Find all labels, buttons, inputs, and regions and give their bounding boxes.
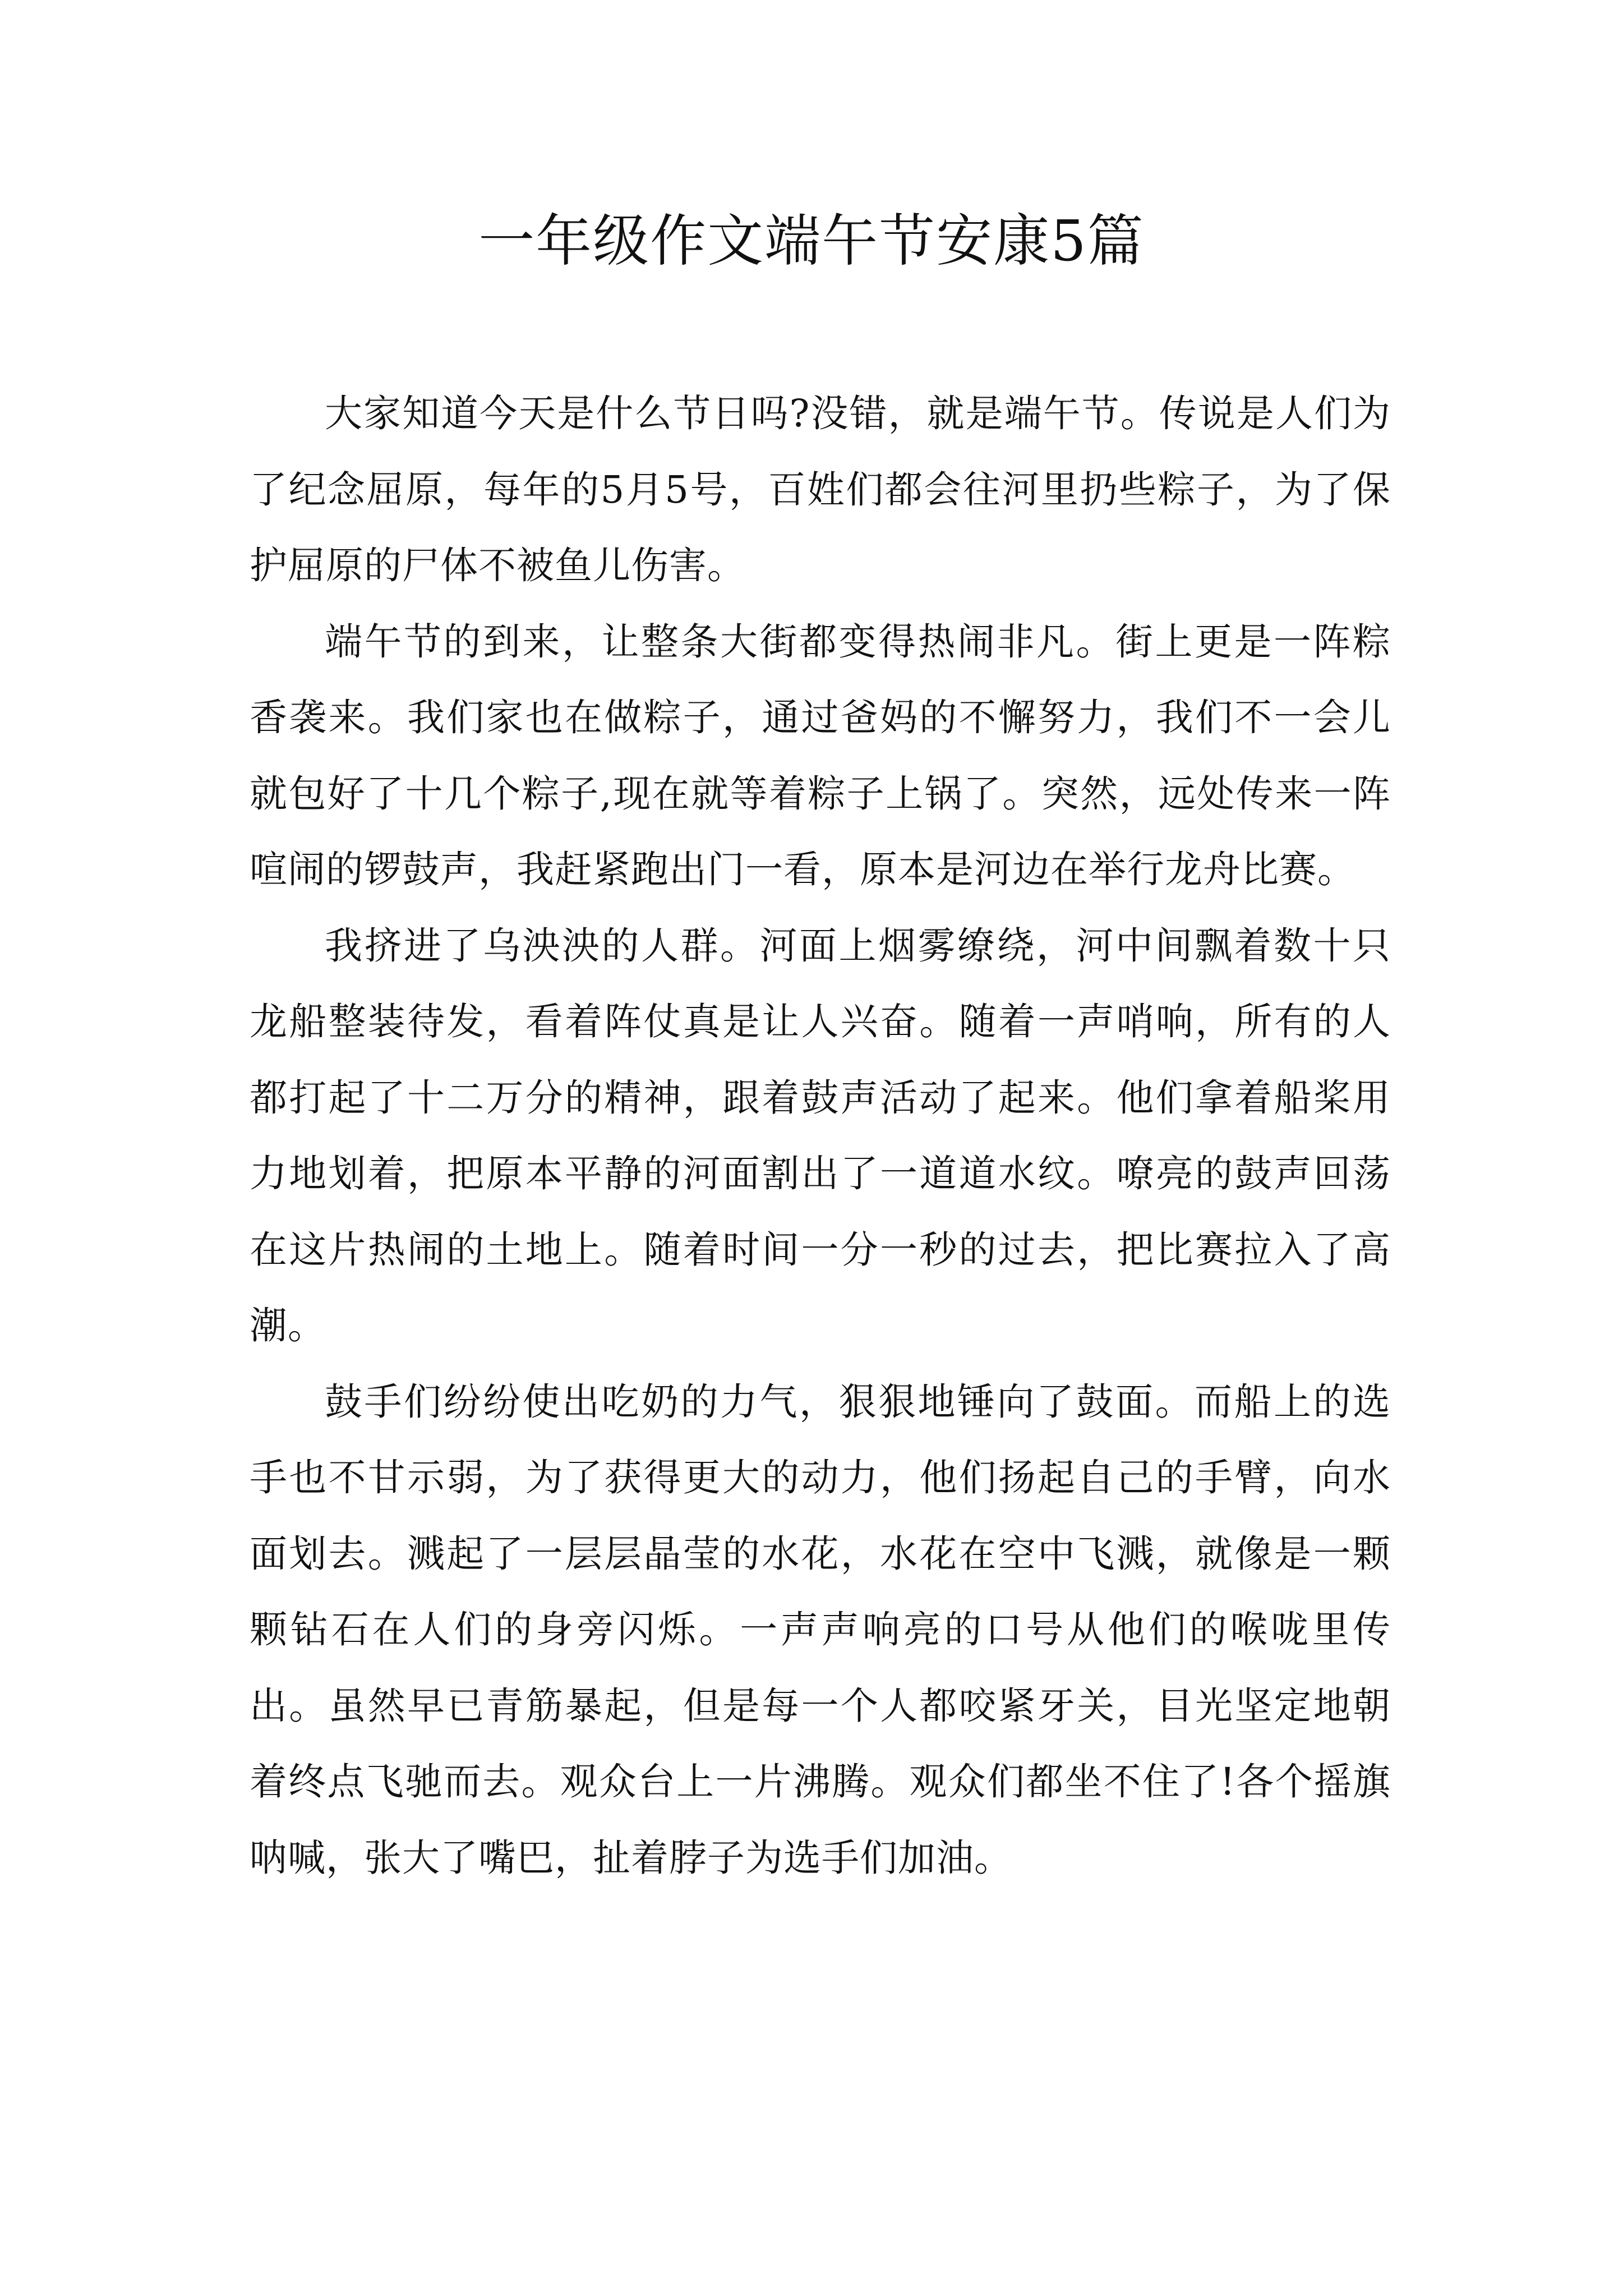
paragraph: 我挤进了乌泱泱的人群。河面上烟雾缭绕，河中间飘着数十只龙船整装待发，看着阵仗真是让人兴奋。随着一声哨响，所有的人都打起了十二万分的精神，跟着鼓声活动了起来。他们拿着船桨用力地划着，把原本平静的河面割出了一道道水纹。嘹亮的鼓声回荡在这片热闹的土地上。随着时间一分一秒的过去，把比赛拉入了高潮。 [250, 923, 1391, 1347]
paragraph: 鼓手们纷纷使出吃奶的力气，狠狠地锤向了鼓面。而船上的选手也不甘示弱，为了获得更大的动力，他们扬起自己的手臂，向水面划去。溅起了一层层晶莹的水花，水花在空中飞溅，就像是一颗颗钻石在人们的身旁闪烁。一声声响亮的口号从他们的喉咙里传出。虽然早已青筋暴起，但是每一个人都咬紧牙关，目光坚定地朝着终点飞驰而去。观众台上一片沸腾。观众们都坐不住了!各个摇旗呐喊，张大了嘴巴，扯着脖子为选手们加油。 [250, 1379, 1391, 1880]
document-title: 一年级作文端午节安康5篇 [478, 208, 1145, 274]
document-body [250, 376, 1391, 1896]
paragraph: 端午节的到来，让整条大街都变得热闹非凡。街上更是一阵粽香袭来。我们家也在做粽子，通过爸妈的不懈努力，我们不一会儿就包好了十几个粽子,现在就等着粽子上锅了。突然，远处传来一阵喧闹的锣鼓声，我赶紧跑出门一看，原本是河边在举行龙舟比赛。 [250, 619, 1391, 891]
paragraph: 大家知道今天是什么节日吗?没错，就是端午节。传说是人们为了纪念屈原，每年的5月5号，百姓们都会往河里扔些粽子，为了保护屈原的尸体不被鱼儿伤害。 [250, 392, 1391, 587]
